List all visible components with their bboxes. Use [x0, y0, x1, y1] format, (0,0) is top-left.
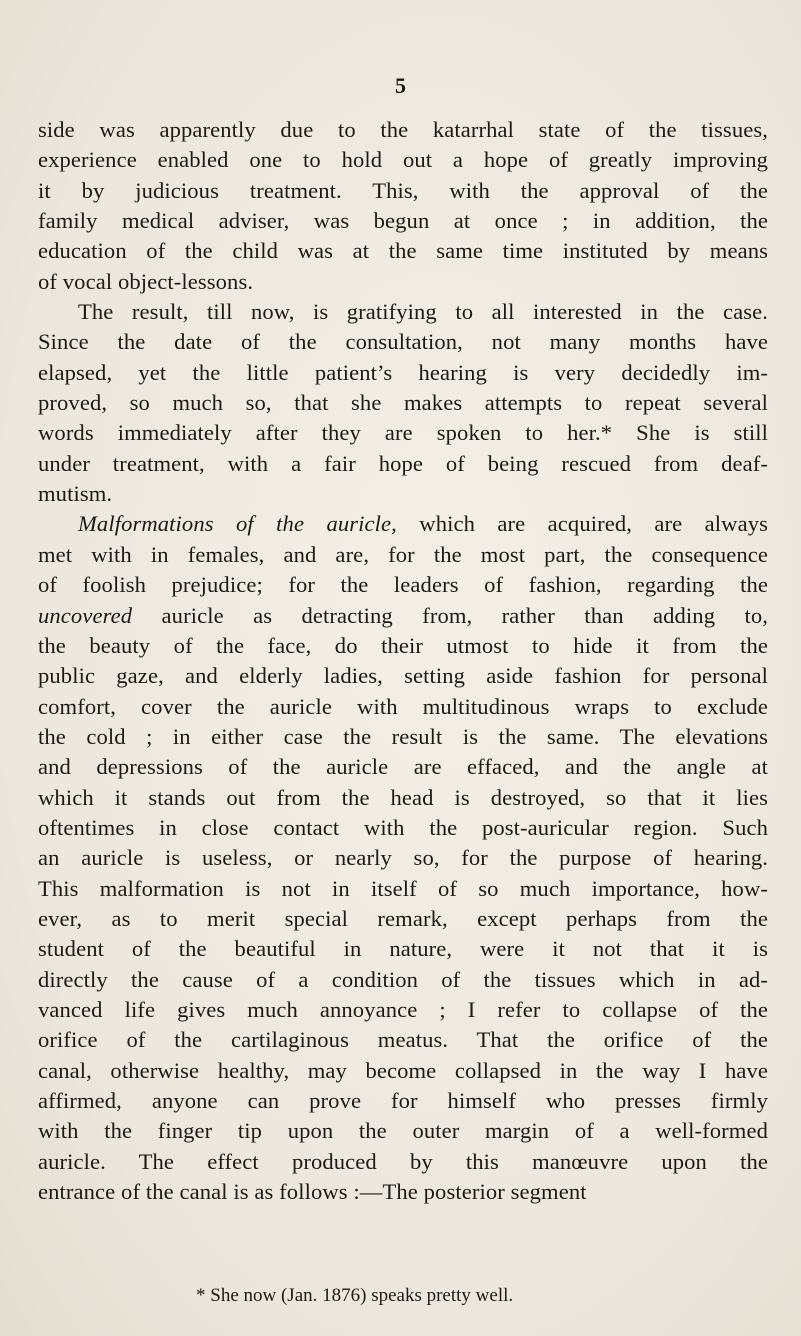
text-line: [38, 752, 768, 782]
text-line: [38, 1056, 768, 1086]
text-line: [38, 995, 768, 1025]
text-line: [38, 601, 768, 631]
italic-text: uncovered: [38, 602, 133, 628]
text-segment: Since the date of the consultation, not many months have: [38, 329, 768, 355]
text-line: [38, 1177, 768, 1207]
text-segment: which it stands out from the head is destroyed, so that it lies: [38, 784, 768, 810]
text-segment: public gaze, and elderly ladies, setting aside fashion for personal: [38, 663, 768, 689]
text-segment: the beauty of the face, do their utmost to hide it from the: [38, 632, 768, 658]
text-line: [38, 267, 768, 297]
text-line: [38, 1086, 768, 1116]
text-segment: with the finger tip upon the outer margin of a well-formed: [38, 1118, 768, 1144]
text-segment: proved, so much so, that she makes attempts to repeat several: [38, 390, 768, 416]
text-segment: comfort, cover the auricle with multitudinous wraps to exclude: [38, 693, 768, 719]
text-line: [38, 570, 768, 600]
text-line: [38, 418, 768, 448]
text-segment: under treatment, with a fair hope of being rescued from deaf-: [38, 450, 768, 476]
text-segment: it by judicious treatment. This, with the approval of the: [38, 177, 768, 203]
text-line: [38, 236, 768, 266]
text-segment: and depressions of the auricle are effaced, and the angle at: [38, 754, 768, 780]
text-line: [38, 904, 768, 934]
text-line: [38, 722, 768, 752]
body-text: [38, 115, 768, 1207]
text-segment: entrance of the canal is as follows :—The posterior segment: [38, 1179, 587, 1205]
text-line: [38, 206, 768, 236]
text-line: [38, 479, 768, 509]
text-segment: which are acquired, are always: [396, 511, 768, 537]
text-line: [38, 388, 768, 418]
text-segment: student of the beautiful in nature, were it not that it is: [38, 936, 768, 962]
text-line: [38, 115, 768, 145]
text-segment: ever, as to merit special remark, except perhaps from the: [38, 905, 768, 931]
footnote: * She now (Jan. 1876) speaks pretty well.: [196, 1285, 514, 1306]
text-segment: an auricle is useless, or nearly so, for the purpose of hearing.: [38, 845, 768, 871]
text-segment: oftentimes in close contact with the post-auricular region. Such: [38, 814, 768, 840]
text-segment: auricle as detracting from, rather than adding to,: [132, 602, 768, 628]
text-line: [38, 509, 768, 539]
text-segment: affirmed, anyone can prove for himself who presses firmly: [38, 1088, 768, 1113]
text-line: [38, 145, 768, 175]
text-segment: words immediately after they are spoken to her.* She is still: [38, 420, 768, 446]
text-line: [38, 631, 768, 661]
text-line: [38, 327, 768, 357]
text-segment: canal, otherwise healthy, may become collapsed in the way I have: [38, 1057, 768, 1083]
text-segment: education of the child was at the same time instituted by means: [38, 238, 768, 264]
text-segment: This malformation is not in itself of so much importance, how-: [38, 875, 768, 901]
text-segment: of foolish prejudice; for the leaders of fashion, regarding the: [38, 572, 768, 598]
text-line: [38, 965, 768, 995]
text-line: [38, 934, 768, 964]
text-segment: met with in females, and are, for the most part, the consequence: [38, 541, 768, 567]
text-line: [38, 843, 768, 873]
text-line: [38, 813, 768, 843]
text-segment: of vocal object-lessons.: [38, 268, 254, 294]
text-line: [38, 297, 768, 327]
text-segment: mutism.: [38, 481, 113, 507]
text-segment: directly the cause of a condition of the tissues which in ad-: [38, 966, 768, 992]
text-segment: elapsed, yet the little patient’s hearing is very decidedly im-: [38, 359, 768, 385]
text-line: [38, 1025, 768, 1055]
text-line: [38, 176, 768, 206]
text-line: [38, 874, 768, 904]
text-line: [38, 661, 768, 691]
text-segment: side was apparently due to the katarrhal state of the tissues,: [38, 117, 768, 142]
italic-text: Malformations of the auricle,: [78, 511, 397, 537]
text-line: [38, 540, 768, 570]
page-number: 5: [395, 73, 406, 98]
text-line: [38, 692, 768, 722]
text-line: [38, 1147, 768, 1177]
text-segment: vanced life gives much annoyance ; I refer to collapse of the: [38, 996, 768, 1022]
text-segment: auricle. The effect produced by this manœuvre upon the: [38, 1148, 768, 1174]
text-line: [38, 1116, 768, 1146]
text-segment: family medical adviser, was begun at once ; in addition, the: [38, 208, 768, 234]
text-line: [38, 358, 768, 388]
text-segment: The result, till now, is gratifying to all interested in the case.: [78, 299, 768, 325]
text-line: [38, 449, 768, 479]
text-segment: orifice of the cartilaginous meatus. That the orifice of the: [38, 1027, 768, 1053]
text-line: [38, 783, 768, 813]
text-segment: the cold ; in either case the result is the same. The elevations: [38, 723, 768, 749]
text-segment: experience enabled one to hold out a hope of greatly improving: [38, 147, 768, 173]
